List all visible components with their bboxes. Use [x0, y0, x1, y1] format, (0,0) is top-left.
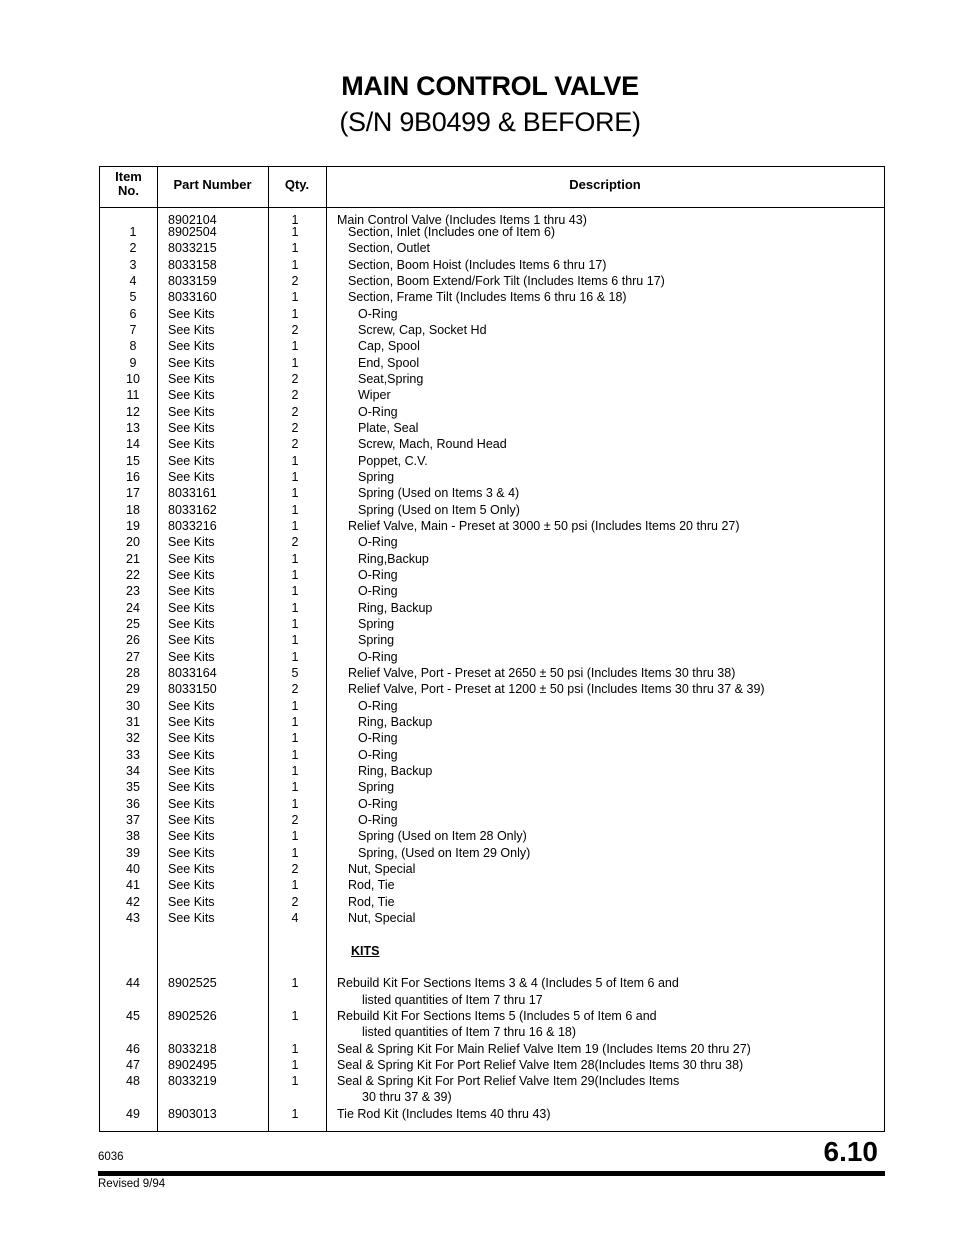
- quantity-cell: 1: [291, 486, 299, 501]
- description-cell: Seal & Spring Kit For Main Relief Valve Item 19 (Includes Items 20 thru 27): [337, 1041, 751, 1056]
- quantity-cell: 1: [291, 633, 299, 648]
- quantity-cell: 4: [291, 910, 299, 925]
- description-cell: O-Ring: [358, 747, 398, 762]
- quantity-cell: 1: [291, 213, 299, 227]
- description-cell: Relief Valve, Port - Preset at 1200 ± 50 psi (Includes Items 30 thru 37 & 39): [348, 682, 765, 697]
- description-cell: Spring: [358, 616, 395, 631]
- description-cell: Ring, Backup: [358, 714, 433, 729]
- quantity-cell: 2: [291, 682, 299, 697]
- item-number-cell: 43: [126, 910, 140, 925]
- part-number-cell: See Kits: [168, 894, 215, 909]
- part-number-cell: See Kits: [168, 616, 215, 631]
- quantity-cell: 1: [291, 763, 299, 778]
- description-cell: Section, Boom Extend/Fork Tilt (Includes Items 6 thru 17): [348, 273, 665, 288]
- item-number-cell: 2: [129, 241, 137, 256]
- item-number-cell: 25: [126, 616, 140, 631]
- description-cell: Rod, Tie: [348, 894, 395, 909]
- part-number-cell: See Kits: [168, 763, 215, 778]
- quantity-cell: 1: [291, 600, 299, 615]
- quantity-cell: 1: [291, 567, 299, 582]
- description-cell: Rebuild Kit For Sections Items 3 & 4 (Includes 5 of Item 6 and: [337, 976, 679, 991]
- description-cell: O-Ring: [358, 812, 398, 827]
- description-cell: O-Ring: [358, 796, 398, 811]
- description-cell: Seat,Spring: [358, 371, 424, 386]
- item-number-cell: 21: [126, 551, 140, 566]
- item-number-cell: 45: [126, 1008, 140, 1023]
- part-number-cell: 8033216: [168, 518, 217, 533]
- description-cell: Spring (Used on Item 28 Only): [358, 829, 527, 844]
- description-cell: Spring, (Used on Item 29 Only): [358, 845, 531, 860]
- item-number-cell: 32: [126, 731, 140, 746]
- part-number-cell: See Kits: [168, 355, 215, 370]
- quantity-cell: 2: [291, 894, 299, 909]
- quantity-cell: 1: [291, 845, 299, 860]
- quantity-cell: 1: [291, 551, 299, 566]
- quantity-cell: 1: [291, 714, 299, 729]
- part-number-cell: See Kits: [168, 584, 215, 599]
- description-cell: O-Ring: [358, 698, 398, 713]
- quantity-cell: 1: [291, 747, 299, 762]
- description-cell: Nut, Special: [348, 910, 416, 925]
- description-cell: Section, Frame Tilt (Includes Items 6 thru 16 & 18): [348, 290, 627, 305]
- item-number-cell: 26: [126, 633, 140, 648]
- part-number-cell: See Kits: [168, 731, 215, 746]
- quantity-cell: 1: [291, 731, 299, 746]
- item-number-cell: 44: [126, 976, 140, 991]
- quantity-cell: 1: [291, 829, 299, 844]
- description-cell: Relief Valve, Main - Preset at 3000 ± 50 psi (Includes Items 20 thru 27): [348, 518, 740, 533]
- quantity-cell: 5: [291, 665, 299, 680]
- quantity-cell: 1: [291, 257, 299, 272]
- description-cell: Section, Inlet (Includes one of Item 6): [348, 225, 556, 239]
- item-number-cell: 28: [126, 665, 140, 680]
- description-cell: O-Ring: [358, 404, 398, 419]
- item-number-cell: 5: [129, 290, 137, 305]
- part-number-cell: See Kits: [168, 404, 215, 419]
- item-number-cell: 12: [126, 404, 140, 419]
- part-number-cell: See Kits: [168, 567, 215, 582]
- description-cell: Seal & Spring Kit For Port Relief Valve Item 28(Includes Items 30 thru 38): [337, 1057, 744, 1072]
- description-cell: Ring, Backup: [358, 763, 433, 778]
- header-description: Description: [569, 177, 641, 192]
- description-cell: Spring: [358, 633, 395, 648]
- quantity-cell: 1: [291, 616, 299, 631]
- part-number-cell: 8902495: [168, 1057, 217, 1072]
- part-number-cell: 8033215: [168, 241, 217, 256]
- quantity-cell: 1: [291, 1041, 299, 1056]
- description-cell: O-Ring: [358, 649, 398, 664]
- part-number-cell: See Kits: [168, 698, 215, 713]
- quantity-cell: 1: [291, 502, 299, 517]
- quantity-cell: 1: [291, 698, 299, 713]
- quantity-cell: 1: [291, 453, 299, 468]
- part-number-cell: See Kits: [168, 812, 215, 827]
- item-number-cell: 27: [126, 649, 140, 664]
- item-number-cell: 46: [126, 1041, 140, 1056]
- description-cell: Screw, Mach, Round Head: [358, 437, 507, 452]
- item-number-cell: 18: [126, 502, 140, 517]
- description-cell: Spring (Used on Item 5 Only): [358, 502, 520, 517]
- item-number-cell: 20: [126, 535, 140, 550]
- description-cell: O-Ring: [358, 584, 398, 599]
- item-number-cell: 1: [129, 225, 137, 239]
- quantity-cell: 1: [291, 339, 299, 354]
- item-number-cell: 41: [126, 878, 140, 893]
- parts-table: [99, 166, 885, 1132]
- description-cell: End, Spool: [358, 355, 420, 370]
- part-number-cell: See Kits: [168, 322, 215, 337]
- page-number: 6.10: [823, 1136, 878, 1167]
- item-number-cell: 38: [126, 829, 140, 844]
- part-number-cell: See Kits: [168, 469, 215, 484]
- item-number-cell: 15: [126, 453, 140, 468]
- quantity-cell: 1: [291, 878, 299, 893]
- part-number-cell: 8033164: [168, 665, 217, 680]
- quantity-cell: 2: [291, 273, 299, 288]
- part-number-cell: See Kits: [168, 420, 215, 435]
- quantity-cell: 1: [291, 976, 299, 991]
- item-number-cell: 30: [126, 698, 140, 713]
- description-cell: Spring: [358, 780, 395, 795]
- header-qty: Qty.: [284, 177, 310, 192]
- part-number-cell: See Kits: [168, 780, 215, 795]
- description-cell: Main Control Valve (Includes Items 1 thru 43): [337, 213, 587, 227]
- page-subtitle: (S/N 9B0499 & BEFORE): [339, 107, 641, 137]
- kits-heading: KITS: [351, 943, 380, 958]
- column-divider: [326, 167, 327, 1131]
- part-number-cell: 8033219: [168, 1074, 217, 1089]
- item-number-cell: 16: [126, 469, 140, 484]
- item-number-cell: 4: [129, 273, 137, 288]
- description-cell: Rod, Tie: [348, 878, 395, 893]
- item-number-cell: 17: [126, 486, 140, 501]
- part-number-cell: See Kits: [168, 861, 215, 876]
- part-number-cell: 8902526: [168, 1008, 217, 1023]
- quantity-cell: 1: [291, 649, 299, 664]
- footer-code: 6036: [98, 1151, 124, 1163]
- column-divider: [268, 167, 269, 1131]
- quantity-cell: 2: [291, 535, 299, 550]
- description-cell: Seal & Spring Kit For Port Relief Valve Item 29(Includes Items: [337, 1074, 680, 1089]
- description-cell: Section, Boom Hoist (Includes Items 6 thru 17): [348, 257, 607, 272]
- description-cell: Section, Outlet: [348, 241, 430, 256]
- item-number-cell: 40: [126, 861, 140, 876]
- item-number-cell: 49: [126, 1106, 140, 1121]
- part-number-cell: 8902504: [168, 225, 217, 239]
- part-number-cell: See Kits: [168, 306, 215, 321]
- part-number-cell: See Kits: [168, 371, 215, 386]
- part-number-cell: See Kits: [168, 339, 215, 354]
- description-cell: Relief Valve, Port - Preset at 2650 ± 50 psi (Includes Items 30 thru 38): [348, 665, 736, 680]
- description-cell: O-Ring: [358, 535, 398, 550]
- revised-date: Revised 9/94: [98, 1178, 166, 1190]
- quantity-cell: 1: [291, 796, 299, 811]
- description-cell: Screw, Cap, Socket Hd: [358, 322, 487, 337]
- quantity-cell: 2: [291, 812, 299, 827]
- part-number-cell: See Kits: [168, 845, 215, 860]
- item-number-cell: 29: [126, 682, 140, 697]
- part-number-cell: 8033161: [168, 486, 217, 501]
- item-number-cell: 24: [126, 600, 140, 615]
- quantity-cell: 1: [291, 1008, 299, 1023]
- part-number-cell: See Kits: [168, 633, 215, 648]
- part-number-cell: 8033218: [168, 1041, 217, 1056]
- quantity-cell: 2: [291, 404, 299, 419]
- quantity-cell: 1: [291, 780, 299, 795]
- item-number-cell: 31: [126, 714, 140, 729]
- footer-rule: [98, 1171, 885, 1176]
- item-number-cell: 33: [126, 747, 140, 762]
- item-number-cell: 36: [126, 796, 140, 811]
- page-title: MAIN CONTROL VALVE: [341, 71, 639, 101]
- item-number-cell: 11: [126, 388, 140, 403]
- header-divider: [100, 207, 884, 208]
- quantity-cell: 2: [291, 388, 299, 403]
- quantity-cell: 1: [291, 290, 299, 305]
- part-number-cell: See Kits: [168, 910, 215, 925]
- header-part-number: Part Number: [173, 177, 252, 192]
- part-number-cell: 8033159: [168, 273, 217, 288]
- item-number-cell: 6: [129, 306, 137, 321]
- quantity-cell: 1: [291, 518, 299, 533]
- item-number-cell: 9: [129, 355, 137, 370]
- description-cell: O-Ring: [358, 306, 398, 321]
- item-number-cell: 39: [126, 845, 140, 860]
- item-number-cell: 47: [126, 1057, 140, 1072]
- description-cell: Spring (Used on Items 3 & 4): [358, 486, 520, 501]
- description-cell: Tie Rod Kit (Includes Items 40 thru 43): [337, 1106, 551, 1121]
- item-number-cell: 23: [126, 584, 140, 599]
- description-cell: listed quantities of Item 7 thru 17: [362, 992, 543, 1007]
- part-number-cell: 8033160: [168, 290, 217, 305]
- part-number-cell: See Kits: [168, 535, 215, 550]
- quantity-cell: 1: [291, 225, 299, 239]
- part-number-cell: See Kits: [168, 649, 215, 664]
- quantity-cell: 2: [291, 371, 299, 386]
- quantity-cell: 1: [291, 584, 299, 599]
- part-number-cell: See Kits: [168, 796, 215, 811]
- quantity-cell: 1: [291, 355, 299, 370]
- part-number-cell: 8033158: [168, 257, 217, 272]
- part-number-cell: See Kits: [168, 747, 215, 762]
- quantity-cell: 1: [291, 306, 299, 321]
- quantity-cell: 2: [291, 437, 299, 452]
- description-cell: Rebuild Kit For Sections Items 5 (Includes 5 of Item 6 and: [337, 1008, 657, 1023]
- description-cell: Ring, Backup: [358, 600, 433, 615]
- item-number-cell: 22: [126, 567, 140, 582]
- part-number-cell: See Kits: [168, 829, 215, 844]
- part-number-cell: 8902104: [168, 213, 217, 227]
- part-number-cell: 8033162: [168, 502, 217, 517]
- description-cell: listed quantities of Item 7 thru 16 & 18): [362, 1025, 577, 1040]
- quantity-cell: 2: [291, 322, 299, 337]
- part-number-cell: See Kits: [168, 551, 215, 566]
- item-number-cell: 35: [126, 780, 140, 795]
- item-number-cell: 19: [126, 518, 140, 533]
- quantity-cell: 1: [291, 1106, 299, 1121]
- part-number-cell: See Kits: [168, 878, 215, 893]
- description-cell: O-Ring: [358, 567, 398, 582]
- quantity-cell: 2: [291, 420, 299, 435]
- part-number-cell: See Kits: [168, 453, 215, 468]
- quantity-cell: 1: [291, 1057, 299, 1072]
- part-number-cell: See Kits: [168, 600, 215, 615]
- item-number-cell: 42: [126, 894, 140, 909]
- quantity-cell: 2: [291, 861, 299, 876]
- part-number-cell: 8903013: [168, 1106, 217, 1121]
- quantity-cell: 1: [291, 1074, 299, 1089]
- description-cell: 30 thru 37 & 39): [362, 1090, 452, 1105]
- description-cell: Plate, Seal: [358, 420, 419, 435]
- description-cell: Wiper: [358, 388, 391, 403]
- description-cell: O-Ring: [358, 731, 398, 746]
- item-number-cell: 14: [126, 437, 140, 452]
- item-number-cell: 8: [129, 339, 137, 354]
- header-item-line2: No.: [118, 183, 139, 198]
- part-number-cell: See Kits: [168, 714, 215, 729]
- item-number-cell: 10: [126, 371, 140, 386]
- description-cell: Spring: [358, 469, 395, 484]
- description-cell: Nut, Special: [348, 861, 416, 876]
- item-number-cell: 48: [126, 1074, 140, 1089]
- item-number-cell: 13: [126, 420, 140, 435]
- item-number-cell: 7: [129, 322, 137, 337]
- header-item-line1: Item: [115, 169, 142, 184]
- item-number-cell: 34: [126, 763, 140, 778]
- quantity-cell: 1: [291, 469, 299, 484]
- description-cell: Cap, Spool: [358, 339, 420, 354]
- quantity-cell: 1: [291, 241, 299, 256]
- description-cell: Ring,Backup: [358, 551, 429, 566]
- item-number-cell: 37: [126, 812, 140, 827]
- header-item-no: [100, 170, 157, 198]
- item-number-cell: 3: [129, 257, 137, 272]
- part-number-cell: See Kits: [168, 437, 215, 452]
- part-number-cell: 8033150: [168, 682, 217, 697]
- description-cell: Poppet, C.V.: [358, 453, 428, 468]
- part-number-cell: 8902525: [168, 976, 217, 991]
- part-number-cell: See Kits: [168, 388, 215, 403]
